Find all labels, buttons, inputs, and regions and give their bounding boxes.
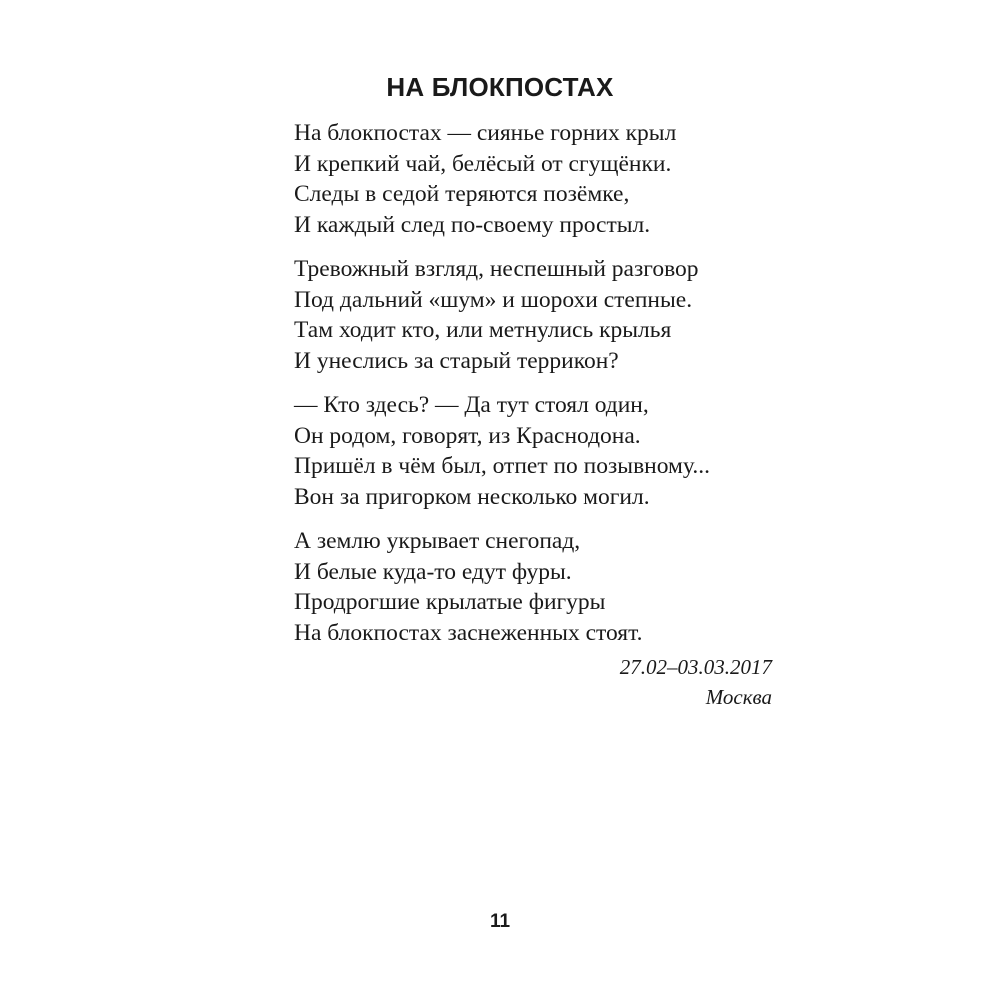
signoff-date: 27.02–03.03.2017 (619, 655, 772, 679)
poem-line: Пришёл в чём был, отпет по позывному... (294, 453, 710, 479)
stanza-4 (294, 526, 774, 648)
poem-body (294, 118, 774, 662)
poem-line: Тревожный взгляд, неспешный разговор (294, 256, 699, 282)
signoff-place: Москва (705, 685, 772, 709)
stanza-2 (294, 254, 774, 376)
poem-line: Вон за пригорком несколько могил. (294, 483, 650, 510)
poem-line: Там ходит кто, или метнулись крылья (294, 317, 672, 343)
poem-line: И крепкий чай, белёсый от сгущёнки. (294, 150, 672, 177)
page-number: 11 (489, 911, 511, 932)
poem-line: И унеслись за старый террикон? (294, 347, 619, 374)
poem-line: Следы в седой теряются позёмке, (294, 181, 630, 207)
poem-line: А землю укрывает снегопад, (294, 528, 581, 554)
poem-line: Он родом, говорят, из Краснодона. (294, 422, 641, 449)
poem-line: Продрогшие крылатые фигуры (294, 589, 606, 615)
poem-line: На блокпостах заснеженных стоят. (294, 619, 643, 646)
stanza-3 (294, 390, 774, 512)
poem-line: На блокпостах — сиянье горних крыл (294, 120, 677, 146)
stanza-1 (294, 118, 774, 240)
poem-signoff (560, 652, 772, 712)
poem-line: И белые куда-то едут фуры. (294, 558, 572, 585)
poem-line: И каждый след по-своему простыл. (294, 211, 651, 238)
poem-line: — Кто здесь? — Да тут стоял один, (294, 392, 649, 418)
poem-title: НА БЛОКПОСТАХ (386, 72, 614, 102)
poem-line: Под дальний «шум» и шорохи степные. (294, 286, 693, 313)
